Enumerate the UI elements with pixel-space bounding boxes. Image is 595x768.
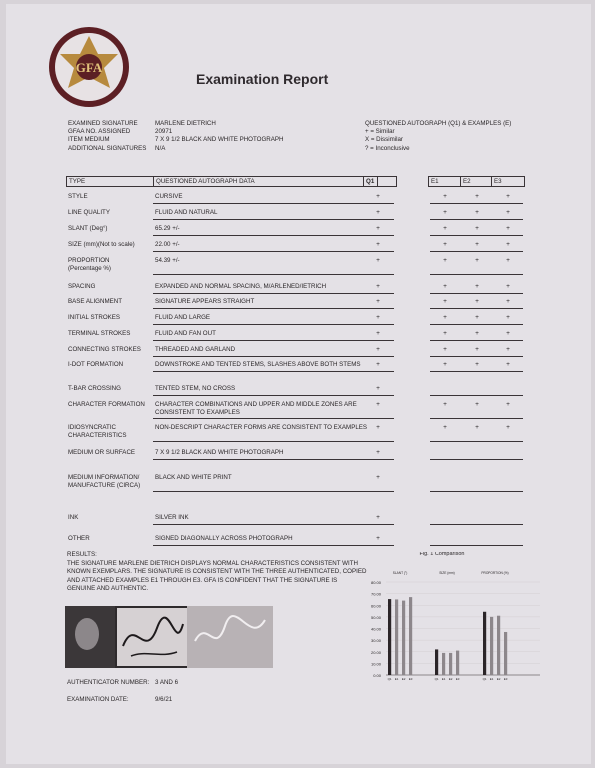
row-label: MEDIUM OR SURFACE [68, 449, 136, 456]
y-tick-label: 10.00 [370, 661, 381, 667]
row-underline-examples [430, 308, 523, 309]
e1-mark: + [443, 424, 447, 431]
signature-exemplars-image [65, 606, 273, 668]
date-value: 9/6/21 [155, 696, 173, 703]
row-label: I-DOT FORMATION [68, 361, 124, 368]
row-underline [153, 356, 394, 357]
col-e1: E1 [431, 178, 439, 185]
results-text: THE SIGNATURE MARLENE DIETRICH DISPLAYS NORMAL CHARACTERISTICS CONSISTENT WITH KNOWN EXEMPLARS. THE SIGNATURE IS CONSISTENT WITH THE THREE AUTHENTICATED, COPIED AND ATTACHED EXAMPLES E1 THROUGH E3. GFA IS CONFIDENT THAT THE SIGNATURE IS GENUINE AND AUTHENTIC. [67, 559, 367, 593]
row-label: INITIAL STROKES [68, 314, 121, 321]
bar-e2 [402, 601, 405, 675]
y-tick-label: 30.00 [370, 638, 381, 644]
row-data: FLUID AND NATURAL [155, 209, 218, 216]
e1-mark: + [443, 283, 447, 290]
row-label: PROPORTION [68, 257, 110, 264]
q1-mark: + [376, 209, 380, 216]
legend-inconclusive: ? = Inconclusive [365, 144, 410, 152]
results-heading: RESULTS: [67, 551, 97, 558]
bar-q1 [483, 612, 486, 675]
bar-e3 [504, 632, 507, 675]
e1-mark: + [443, 225, 447, 232]
row-underline-examples [430, 293, 523, 294]
header-value: MARLENE DIETRICH [155, 120, 216, 127]
comparison-chart [350, 552, 545, 687]
bar-q1 [435, 649, 438, 675]
e2-mark: + [475, 314, 479, 321]
exemplar-photo-strip [65, 606, 273, 668]
bar-e2 [449, 653, 452, 675]
row-underline [153, 395, 394, 396]
row-data: THREADED AND GARLAND [155, 346, 236, 353]
row-underline-examples [430, 371, 523, 372]
x-tick-label: E1 [489, 677, 494, 681]
header-divider [491, 176, 492, 187]
row-underline [153, 324, 394, 325]
q1-mark: + [376, 449, 380, 456]
e2-mark: + [475, 298, 479, 305]
e2-mark: + [475, 241, 479, 248]
bar-e3 [409, 597, 412, 675]
results-section [67, 551, 367, 594]
e1-mark: + [443, 241, 447, 248]
x-tick-label: Q1 [387, 677, 392, 681]
row-data: CURSIVE [155, 193, 183, 200]
e3-mark: + [506, 346, 510, 353]
row-label: TERMINAL STROKES [68, 330, 131, 337]
row-data: NON-DESCRIPT CHARACTER FORMS ARE CONSISTENT TO EXAMPLES [155, 424, 368, 431]
row-underline-examples [430, 545, 523, 546]
row-underline [153, 251, 394, 252]
row-underline-examples [430, 418, 523, 419]
e2-mark: + [475, 401, 479, 408]
row-data: 65.29 +/- [155, 225, 180, 232]
legend [365, 120, 511, 153]
e1-mark: + [443, 209, 447, 216]
e3-mark: + [506, 298, 510, 305]
e2-mark: + [475, 330, 479, 337]
q1-mark: + [376, 241, 380, 248]
col-e2: E2 [463, 178, 471, 185]
y-tick-label: 0.00 [373, 673, 381, 678]
header-value: 7 X 9 1/2 BLACK AND WHITE PHOTOGRAPH [155, 136, 284, 144]
e3-mark: + [506, 361, 510, 368]
row-label: MEDIUM INFORMATION/ [68, 474, 140, 481]
e3-mark: + [506, 314, 510, 321]
row-underline-examples [430, 274, 523, 275]
chart-title: Fig. 1 Comparison [419, 552, 465, 557]
q1-mark: + [376, 298, 380, 305]
x-tick-label: E1 [394, 677, 399, 681]
e2-mark: + [475, 209, 479, 216]
row-label: INK [68, 514, 79, 521]
q1-mark: + [376, 314, 380, 321]
q1-mark: + [376, 535, 380, 542]
auth-value: 3 AND 6 [155, 679, 179, 686]
e3-mark: + [506, 330, 510, 337]
q1-mark: + [376, 474, 380, 481]
e3-mark: + [506, 401, 510, 408]
e1-mark: + [443, 330, 447, 337]
e1-mark: + [443, 193, 447, 200]
row-label: BASE ALIGNMENT [68, 298, 122, 305]
svg-text:GFA: GFA [75, 60, 103, 75]
row-underline-examples [430, 459, 523, 460]
e2-mark: + [475, 225, 479, 232]
row-label: SIZE (mm)(Not to scale) [68, 241, 135, 248]
row-underline-examples [430, 235, 523, 236]
q1-mark: + [376, 225, 380, 232]
header-values [155, 120, 283, 153]
row-data-line2: CONSISTENT TO EXAMPLES [155, 409, 240, 416]
x-tick-label: Q1 [482, 677, 487, 681]
row-label: STYLE [68, 193, 88, 200]
y-tick-label: 60.00 [370, 603, 381, 609]
row-label: LINE QUALITY [68, 209, 110, 216]
x-tick-label: E3 [503, 677, 508, 681]
bar-e2 [497, 616, 500, 675]
bar-e1 [442, 653, 445, 675]
q1-mark: + [376, 424, 380, 431]
col-q1: Q1 [366, 178, 375, 185]
e1-mark: + [443, 257, 447, 264]
row-underline-examples [430, 219, 523, 220]
x-tick-label: E3 [455, 677, 460, 681]
x-tick-label: Q1 [434, 677, 439, 681]
q1-mark: + [376, 385, 380, 392]
x-tick-label: E2 [496, 677, 501, 681]
y-tick-label: 70.00 [370, 591, 381, 597]
row-underline [153, 235, 394, 236]
row-data: BLACK AND WHITE PRINT [155, 474, 232, 481]
y-tick-label: 50.00 [370, 614, 381, 620]
bar-q1 [388, 599, 391, 675]
e2-mark: + [475, 424, 479, 431]
row-underline [153, 203, 394, 204]
row-underline [153, 219, 394, 220]
e1-mark: + [443, 298, 447, 305]
row-underline-examples [430, 441, 523, 442]
row-underline [153, 418, 394, 419]
group-label: SLANT (°) [392, 571, 408, 575]
legend-title: QUESTIONED AUTOGRAPH (Q1) & EXAMPLES (E) [365, 120, 512, 127]
row-label-line2: (Percentage %) [68, 265, 111, 272]
auth-label: AUTHENTICATOR NUMBER: [67, 679, 150, 686]
e3-mark: + [506, 424, 510, 431]
e2-mark: + [475, 361, 479, 368]
e2-mark: + [475, 193, 479, 200]
row-underline [153, 274, 394, 275]
q1-mark: + [376, 193, 380, 200]
q1-mark: + [376, 283, 380, 290]
col-type: TYPE [69, 178, 86, 185]
legend-similar: + = Similar [365, 128, 395, 136]
row-data: FLUID AND FAN OUT [155, 330, 216, 337]
e3-mark: + [506, 193, 510, 200]
q1-mark: + [376, 257, 380, 264]
bar-e3 [456, 651, 459, 675]
date-label: EXAMINATION DATE: [67, 696, 129, 703]
e2-mark: + [475, 257, 479, 264]
row-underline [153, 491, 394, 492]
row-data: EXPANDED AND NORMAL SPACING, M/ARLENED/IETRICH [155, 283, 327, 290]
y-tick-label: 40.00 [370, 626, 381, 632]
row-label: CHARACTER FORMATION [68, 401, 145, 408]
row-label-line2: MANUFACTURE (CIRCA) [68, 482, 141, 489]
e2-mark: + [475, 346, 479, 353]
header-label: ADDITIONAL SIGNATURES [68, 144, 147, 152]
row-underline-examples [430, 395, 523, 396]
col-data: QUESTIONED AUTOGRAPH DATA [156, 178, 255, 185]
header-label: EXAMINED SIGNATURE [68, 120, 138, 127]
row-underline [153, 545, 394, 546]
row-underline-examples [430, 524, 523, 525]
col-e3: E3 [494, 178, 502, 185]
row-data: SILVER INK [155, 514, 189, 521]
header-value: N/A [155, 144, 166, 152]
e2-mark: + [475, 283, 479, 290]
e1-mark: + [443, 361, 447, 368]
e-header-box [428, 176, 525, 187]
row-underline [153, 524, 394, 525]
row-underline [153, 293, 394, 294]
row-label-line2: CHARACTERISTICS [68, 432, 127, 439]
report-title: Examination Report [196, 71, 329, 87]
row-underline-examples [430, 340, 523, 341]
e1-mark: + [443, 346, 447, 353]
row-underline-examples [430, 251, 523, 252]
row-data: CHARACTER COMBINATIONS AND UPPER AND MIDDLE ZONES ARE [155, 401, 357, 408]
bar-e1 [490, 617, 493, 675]
row-data: SIGNED DIAGONALLY ACROSS PHOTOGRAPH [155, 535, 293, 542]
bar-e1 [395, 599, 398, 675]
e1-mark: + [443, 401, 447, 408]
row-data: TENTED STEM, NO CROSS [155, 385, 236, 392]
e3-mark: + [506, 257, 510, 264]
row-underline [153, 340, 394, 341]
header-divider [153, 176, 154, 187]
row-data: 54.39 +/- [155, 257, 180, 264]
row-label: IDIOSYNCRATIC [68, 424, 117, 431]
row-underline [153, 459, 394, 460]
group-label: SIZE (mm) [439, 571, 455, 575]
x-tick-label: E2 [448, 677, 453, 681]
header-label: GFAA NO. ASSIGNED [68, 128, 131, 136]
row-label: T-BAR CROSSING [68, 385, 121, 392]
gfa-seal-logo [48, 26, 130, 108]
row-underline-examples [430, 203, 523, 204]
q1-mark: + [376, 330, 380, 337]
header-divider [460, 176, 461, 187]
row-data: DOWNSTROKE AND TENTED STEMS, SLASHES ABOVE BOTH STEMS [155, 361, 361, 368]
e3-mark: + [506, 283, 510, 290]
header-labels [68, 120, 146, 153]
e3-mark: + [506, 241, 510, 248]
row-label: OTHER [68, 535, 90, 542]
row-underline-examples [430, 324, 523, 325]
row-data: FLUID AND LARGE [155, 314, 211, 321]
row-data: SIGNATURE APPEARS STRAIGHT [155, 298, 255, 305]
x-tick-label: E3 [408, 677, 413, 681]
group-label: PROPORTION (%) [481, 571, 509, 575]
row-underline [153, 308, 394, 309]
row-label: SLANT (Deg°) [68, 225, 108, 232]
row-label: CONNECTING STROKES [68, 346, 141, 353]
row-underline-examples [430, 491, 523, 492]
row-label: SPACING [68, 283, 96, 290]
header-label: ITEM MEDIUM [68, 136, 110, 144]
row-data: 7 X 9 1/2 BLACK AND WHITE PHOTOGRAPH [155, 449, 284, 456]
q1-mark: + [376, 346, 380, 353]
y-tick-label: 80.00 [370, 580, 381, 585]
legend-dissimilar: X = Dissimilar [365, 136, 403, 144]
e3-mark: + [506, 209, 510, 216]
row-underline-examples [430, 356, 523, 357]
x-tick-label: E2 [401, 677, 406, 681]
row-underline [153, 441, 394, 442]
q1-mark: + [376, 514, 380, 521]
header-value: 20971 [155, 128, 173, 136]
q1-mark: + [376, 401, 380, 408]
row-underline [153, 371, 394, 372]
y-tick-label: 20.00 [370, 649, 381, 655]
q1-mark: + [376, 361, 380, 368]
e1-mark: + [443, 314, 447, 321]
row-data: 22.00 +/- [155, 241, 180, 248]
x-tick-label: E1 [441, 677, 446, 681]
e3-mark: + [506, 225, 510, 232]
